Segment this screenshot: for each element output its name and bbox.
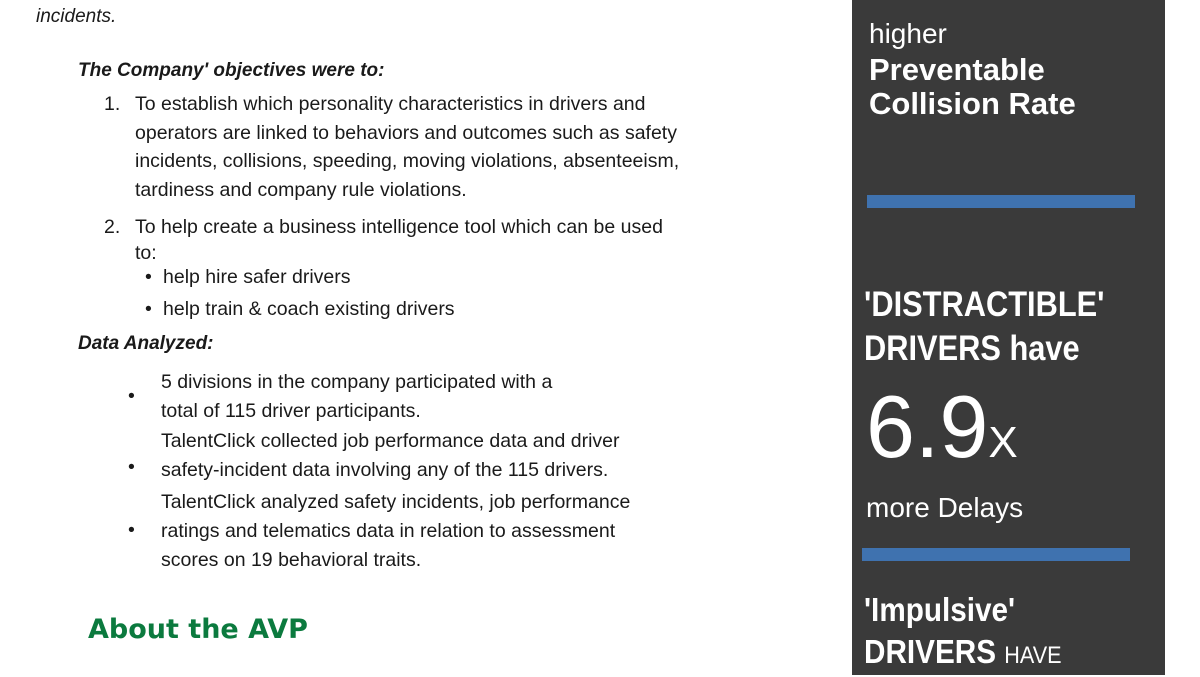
sub-bullet-text: help hire safer drivers xyxy=(163,266,351,288)
bullet-icon: • xyxy=(128,456,135,478)
objective-line: to: xyxy=(135,241,157,264)
data-item-line: safety-incident data involving any of the 115 drivers. xyxy=(161,459,609,481)
bullet-icon: • xyxy=(128,519,135,541)
data-item-text xyxy=(161,368,552,426)
sub-bullet-text: help train & coach existing drivers xyxy=(163,298,455,320)
data-item-text xyxy=(161,488,630,575)
stat-prefix: higher xyxy=(869,18,947,49)
stat-title-line: Collision Rate xyxy=(869,86,1076,121)
objective-line: To establish which personality characteristics in drivers and xyxy=(135,93,646,115)
objective-text xyxy=(135,90,679,204)
objective-number: 2. xyxy=(104,216,121,238)
divider-bar xyxy=(862,548,1130,561)
heading-small-word: HAVE xyxy=(1004,642,1062,669)
bullet-icon: • xyxy=(145,266,152,288)
objective-number: 1. xyxy=(104,93,121,115)
objectives-heading: The Company' objectives were to: xyxy=(78,60,385,81)
stat-value: 6.9 xyxy=(866,377,989,476)
stat-unit: X xyxy=(988,418,1018,467)
objective-line: operators are linked to behaviors and outcomes such as safety xyxy=(135,121,677,144)
data-item-line: TalentClick collected job performance data and driver xyxy=(161,430,620,452)
heading-line: DRIVERS have xyxy=(864,329,1080,368)
objective-line: tardiness and company rule violations. xyxy=(135,178,467,201)
data-item-line: total of 115 driver participants. xyxy=(161,400,421,422)
bullet-icon: • xyxy=(145,298,152,320)
objective-text xyxy=(135,213,663,264)
heading-line xyxy=(864,631,1062,677)
data-item-line: scores on 19 behavioral traits. xyxy=(161,549,422,571)
heading-bold-word: DRIVERS xyxy=(864,633,997,670)
data-item-line: 5 divisions in the company participated with a xyxy=(161,371,553,393)
data-item-line: TalentClick analyzed safety incidents, job performance xyxy=(161,491,631,513)
stat-caption: more Delays xyxy=(866,492,1024,523)
stats-sidebar xyxy=(852,0,1165,675)
stat-title xyxy=(869,53,1076,121)
intro-text-tail: incidents. xyxy=(36,6,117,27)
data-analyzed-heading: Data Analyzed: xyxy=(78,333,214,354)
stat-title-line: Preventable xyxy=(869,52,1045,87)
impulsive-heading xyxy=(864,589,1062,677)
about-avp-heading: About the AVP xyxy=(88,614,308,645)
data-item-text xyxy=(161,427,620,485)
objective-line: incidents, collisions, speeding, moving violations, absenteeism, xyxy=(135,150,680,172)
bullet-icon: • xyxy=(128,385,135,407)
divider-bar xyxy=(867,195,1135,208)
objective-line: To help create a business intelligence tool which can be used xyxy=(135,216,663,238)
data-item-line: ratings and telematics data in relation to assessment xyxy=(161,520,616,542)
distractible-heading xyxy=(864,283,1105,371)
heading-line: 'Impulsive' xyxy=(864,591,1016,628)
heading-line: 'DISTRACTIBLE' xyxy=(864,285,1105,324)
stat-number xyxy=(866,377,1018,488)
